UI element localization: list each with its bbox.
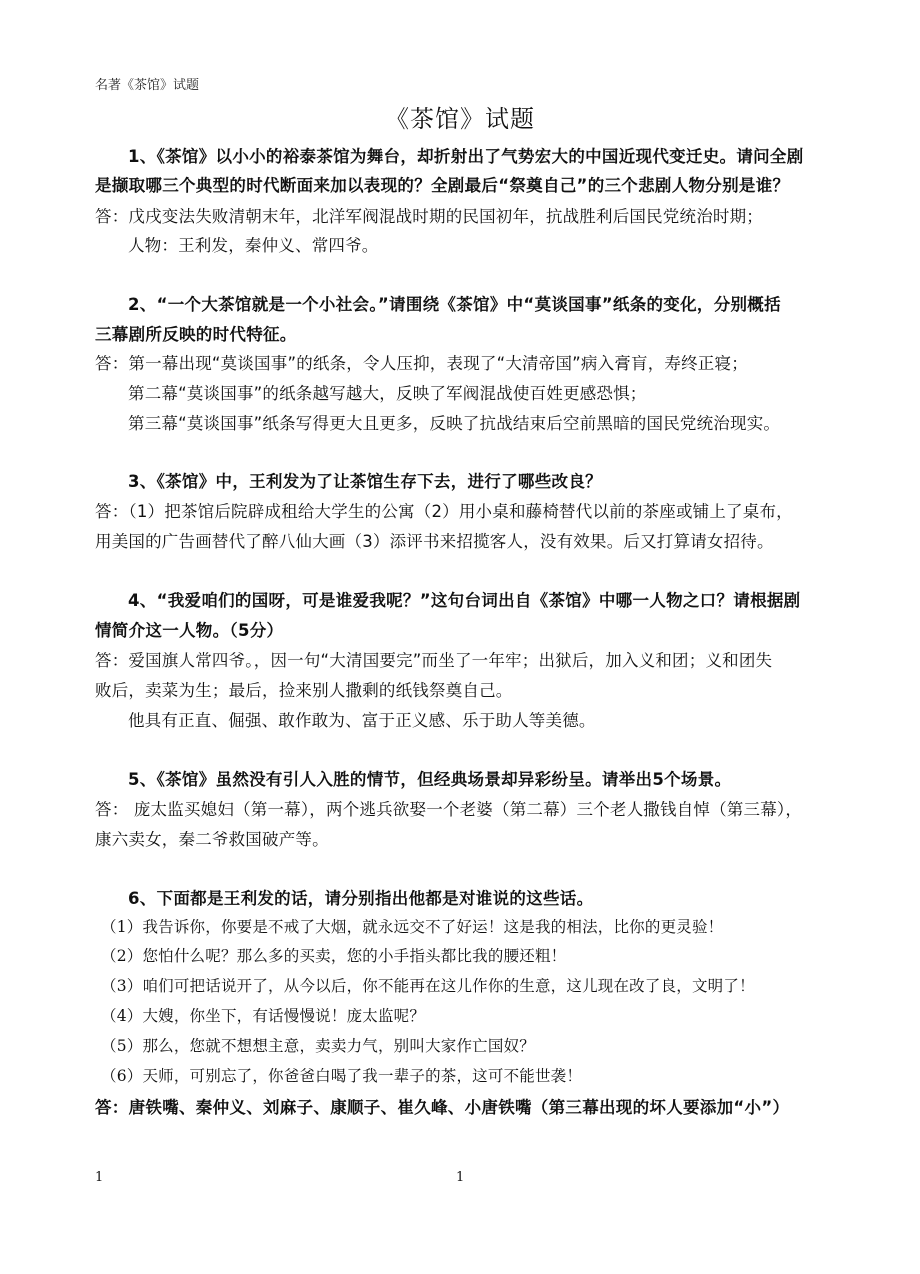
footer-page-number-center: 1 [456, 1170, 465, 1185]
quote-item: （6）天师，可别忘了，你爸爸白喝了我一辈子的茶，这可不能世袭！ [101, 1067, 583, 1085]
answer-3-line-1: 答：（1）把茶馆后院辟成租给大学生的公寓（2）用小桌和藤椅替代以前的茶座或铺上了桌布， [95, 502, 793, 521]
answer-5-line-2: 康六卖女，秦二爷救国破产等。 [95, 830, 329, 849]
quote-item: （5）那么，您就不想想主意，卖卖力气，别叫大家作亡国奴？ [101, 1037, 535, 1055]
answer-6: 答：唐铁嘴、秦仲义、刘麻子、康顺子、崔久峰、小唐铁嘴（第三幕出现的坏人要添加“小”） [95, 1098, 790, 1117]
question-4-line-2: 情简介这一人物。（5分） [95, 621, 284, 640]
answer-1-line-2: 人物：王利发，秦仲义、常四爷。 [128, 236, 379, 255]
answer-4-line-3: 他具有正直、倔强、敢作敢为、富于正义感、乐于助人等美德。 [128, 711, 596, 730]
page-title: 《茶馆》试题 [385, 105, 535, 133]
answer-4-line-2: 败后，卖菜为生；最后，捡来别人撒剩的纸钱祭奠自己。 [95, 681, 513, 700]
quote-item: （2）您怕什么呢？那么多的买卖，您的小手指头都比我的腰还粗！ [101, 947, 567, 965]
quote-item: （4）大嫂，你坐下，有话慢慢说！庞太监呢？ [101, 1007, 426, 1025]
question-3-line-1: 3、《茶馆》中，王利发为了让茶馆生存下去，进行了哪些改良？ [128, 472, 602, 491]
answer-2-line-2: 第二幕“莫谈国事”的纸条越写越大，反映了军阀混战使百姓更感恐惧； [128, 384, 647, 403]
question-2-line-2: 三幕剧所反映的时代特征。 [95, 325, 297, 344]
quote-item: （3）咱们可把话说开了，从今以后，你不能再在这儿作你的生意，这儿现在改了良，文明了！ [101, 977, 755, 995]
page-header: 名著《茶馆》试题 [95, 78, 200, 93]
answer-3-line-2: 用美国的广告画替代了醉八仙大画（3）添评书来招揽客人，没有效果。后又打算请女招待。 [95, 532, 774, 551]
answer-1-line-1: 答：戊戌变法失败清朝末年，北洋军阀混战时期的民国初年，抗战胜利后国民党统治时期； [95, 207, 763, 226]
answer-4-line-1: 答：爱国旗人常四爷。，因一句“大清国要完”而坐了一年牢；出狱后，加入义和团；义和团失 [95, 651, 773, 670]
answer-5-line-1: 答： 庞太监买媳妇（第一幕），两个逃兵欲娶一个老婆（第二幕）三个老人撒钱自悼（第三幕）， [95, 800, 803, 819]
answer-2-line-3: 第三幕“莫谈国事”纸条写得更大且更多，反映了抗战结束后空前黑暗的国民党统治现实。 [128, 414, 781, 433]
question-1-line-1: 1、《茶馆》以小小的裕泰茶馆为舞台，却折射出了气势宏大的中国近现代变迁史。请问全剧 [128, 147, 804, 166]
question-1-line-2: 是撷取哪三个典型的时代断面来加以表现的？全剧最后“祭奠自己”的三个悲剧人物分别是谁？ [95, 176, 790, 195]
answer-2-line-1: 答：第一幕出现“莫谈国事”的纸条，令人压抑，表现了“大清帝国”病入膏肓，寿终正寝； [95, 354, 748, 373]
question-4-line-1: 4、“我爱咱们的国呀，可是谁爱我呢？”这句台词出自《茶馆》中哪一人物之口？请根据剧 [128, 591, 801, 610]
question-6-line-1: 6、下面都是王利发的话，请分别指出他都是对谁说的这些话。 [128, 889, 594, 908]
quote-item: （1）我告诉你，你要是不戒了大烟，就永远交不了好运！这是我的相法，比你的更灵验！ [101, 918, 724, 936]
question-5-line-1: 5、《茶馆》虽然没有引人入胜的情节，但经典场景却异彩纷呈。请举出5个场景。 [128, 770, 732, 789]
question-2-line-1: 2、“一个大茶馆就是一个小社会。”请围绕《茶馆》中“莫谈国事”纸条的变化，分别概括 [128, 295, 781, 314]
footer-page-number-left: 1 [95, 1170, 104, 1185]
